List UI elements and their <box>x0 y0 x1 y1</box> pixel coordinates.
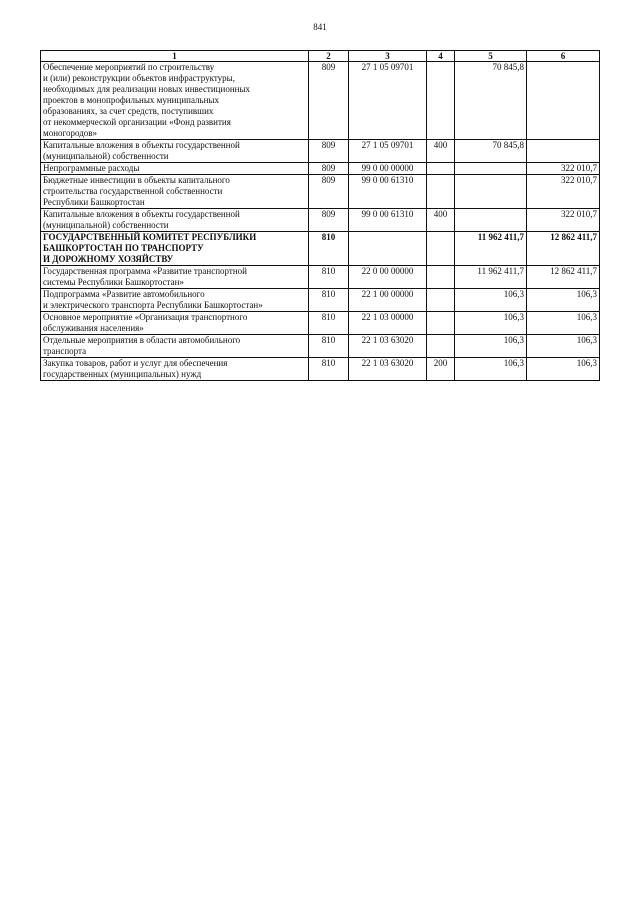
row-target-article: 22 1 03 63020 <box>349 358 427 381</box>
column-header: 1 <box>41 51 309 62</box>
row-target-article: 27 1 05 09701 <box>349 140 427 163</box>
row-amount-year2: 322 010,7 <box>527 175 600 209</box>
row-expense-type <box>427 289 455 312</box>
row-expense-type <box>427 312 455 335</box>
row-expense-type: 400 <box>427 209 455 232</box>
table-row <box>41 209 600 232</box>
row-amount-year1: 70 845,8 <box>455 140 527 163</box>
budget-table <box>40 50 600 381</box>
row-name-cell: Непрограммные расходы <box>41 163 309 175</box>
row-amount-year1 <box>455 175 527 209</box>
column-header: 6 <box>527 51 600 62</box>
row-amount-year1 <box>455 209 527 232</box>
row-expense-type <box>427 163 455 175</box>
row-amount-year1: 11 962 411,7 <box>455 232 527 266</box>
row-name-cell: Капитальные вложения в объекты государственной (муниципальной) собственности <box>41 140 309 163</box>
row-target-article: 22 1 03 63020 <box>349 335 427 358</box>
column-header: 5 <box>455 51 527 62</box>
column-header: 4 <box>427 51 455 62</box>
row-ministry-code: 810 <box>309 358 349 381</box>
table-row <box>41 312 600 335</box>
table-row <box>41 163 600 175</box>
column-header: 2 <box>309 51 349 62</box>
row-expense-type <box>427 62 455 140</box>
row-amount-year2: 106,3 <box>527 335 600 358</box>
row-ministry-code: 810 <box>309 266 349 289</box>
row-expense-type <box>427 335 455 358</box>
row-target-article: 22 1 00 00000 <box>349 289 427 312</box>
table-row <box>41 140 600 163</box>
row-name-cell: Обеспечение мероприятий по строительству и (или) реконструкции объектов инфраструктуры, необходимых для реализации новых инвестиционных проектов в монопрофильных муниципальных образованиях, за счет средств, поступивших от некоммерческой организации «Фонд развития моногородов» <box>41 62 309 140</box>
row-target-article: 27 1 05 09701 <box>349 62 427 140</box>
row-amount-year1 <box>455 163 527 175</box>
row-expense-type: 200 <box>427 358 455 381</box>
row-ministry-code: 810 <box>309 289 349 312</box>
row-name-cell: ГОСУДАРСТВЕННЫЙ КОМИТЕТ РЕСПУБЛИКИ БАШКОРТОСТАН ПО ТРАНСПОРТУ И ДОРОЖНОМУ ХОЗЯЙСТВУ <box>41 232 309 266</box>
table-row <box>41 232 600 266</box>
row-ministry-code: 810 <box>309 232 349 266</box>
row-amount-year2: 106,3 <box>527 358 600 381</box>
table-row <box>41 62 600 140</box>
row-ministry-code: 810 <box>309 312 349 335</box>
row-amount-year2 <box>527 62 600 140</box>
row-ministry-code: 809 <box>309 175 349 209</box>
row-amount-year1: 70 845,8 <box>455 62 527 140</box>
row-amount-year1: 106,3 <box>455 312 527 335</box>
table-row <box>41 289 600 312</box>
row-name-cell: Отдельные мероприятия в области автомобильного транспорта <box>41 335 309 358</box>
row-target-article <box>349 232 427 266</box>
row-amount-year2: 106,3 <box>527 312 600 335</box>
row-amount-year2 <box>527 140 600 163</box>
row-amount-year1: 106,3 <box>455 358 527 381</box>
table-row <box>41 335 600 358</box>
row-expense-type <box>427 266 455 289</box>
row-name-cell: Подпрограмма «Развитие автомобильного и электрического транспорта Республики Башкортостан» <box>41 289 309 312</box>
row-target-article: 99 0 00 61310 <box>349 175 427 209</box>
row-name-cell: Бюджетные инвестиции в объекты капитального строительства государственной собственности Республики Башкортостан <box>41 175 309 209</box>
table-row <box>41 266 600 289</box>
row-amount-year2: 106,3 <box>527 289 600 312</box>
row-amount-year2: 12 862 411,7 <box>527 266 600 289</box>
row-target-article: 22 1 03 00000 <box>349 312 427 335</box>
row-ministry-code: 809 <box>309 209 349 232</box>
row-name-cell: Государственная программа «Развитие транспортной системы Республики Башкортостан» <box>41 266 309 289</box>
row-expense-type <box>427 175 455 209</box>
row-name-cell: Закупка товаров, работ и услуг для обеспечения государственных (муниципальных) нужд <box>41 358 309 381</box>
row-target-article: 22 0 00 00000 <box>349 266 427 289</box>
row-ministry-code: 809 <box>309 140 349 163</box>
row-amount-year2: 322 010,7 <box>527 163 600 175</box>
table-row <box>41 175 600 209</box>
row-amount-year2: 12 862 411,7 <box>527 232 600 266</box>
row-amount-year1: 106,3 <box>455 335 527 358</box>
row-ministry-code: 809 <box>309 163 349 175</box>
column-header: 3 <box>349 51 427 62</box>
row-ministry-code: 810 <box>309 335 349 358</box>
row-ministry-code: 809 <box>309 62 349 140</box>
row-target-article: 99 0 00 61310 <box>349 209 427 232</box>
row-amount-year1: 11 962 411,7 <box>455 266 527 289</box>
table-row <box>41 358 600 381</box>
row-amount-year2: 322 010,7 <box>527 209 600 232</box>
row-target-article: 99 0 00 00000 <box>349 163 427 175</box>
row-expense-type: 400 <box>427 140 455 163</box>
row-amount-year1: 106,3 <box>455 289 527 312</box>
page-number: 841 <box>313 22 327 32</box>
row-expense-type <box>427 232 455 266</box>
header-row <box>41 51 600 62</box>
row-name-cell: Капитальные вложения в объекты государственной (муниципальной) собственности <box>41 209 309 232</box>
row-name-cell: Основное мероприятие «Организация транспортного обслуживания населения» <box>41 312 309 335</box>
